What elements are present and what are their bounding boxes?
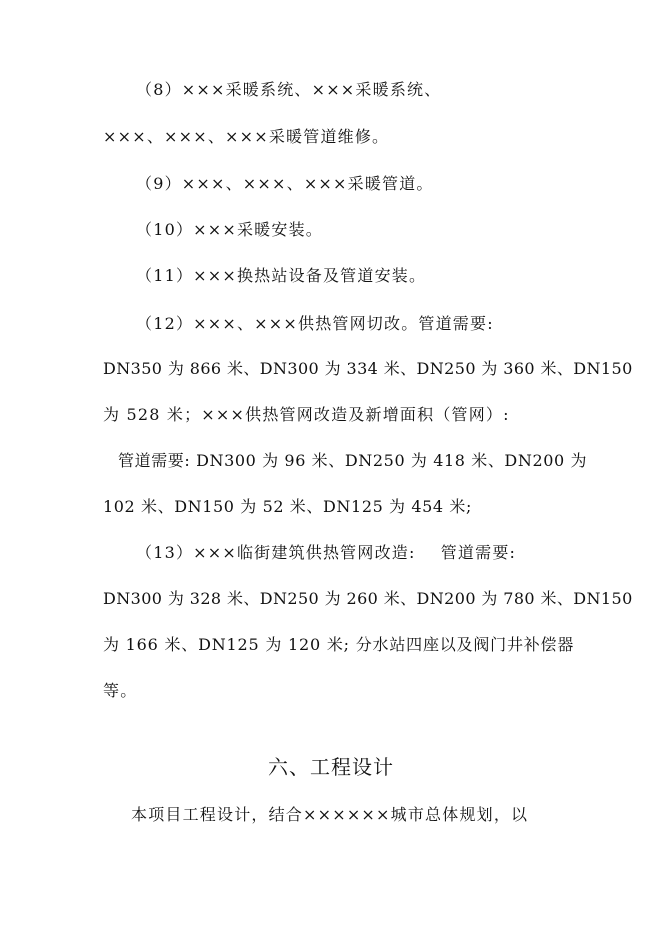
list-item-12-line-2: DN350 为 866 米、DN300 为 334 米、DN250 为 360 米、DN150 xyxy=(103,359,633,378)
list-item-13-line-4: 等。 xyxy=(103,681,138,700)
list-item-11: （11）×××换热站设备及管道安装。 xyxy=(136,266,427,285)
list-item-12-line-4: 管道需要: DN300 为 96 米、DN250 为 418 米、DN200 为 xyxy=(118,451,588,470)
list-item-9: （9）×××、×××、×××采暖管道。 xyxy=(136,174,434,193)
list-item-8-line-2: ×××、×××、×××采暖管道维修。 xyxy=(103,127,390,146)
list-item-13-line-1: （13）×××临街建筑供热管网改造: 管道需要: xyxy=(136,543,517,562)
list-item-13-line-2: DN300 为 328 米、DN250 为 260 米、DN200 为 780 米、DN150 xyxy=(103,589,633,608)
list-item-12-line-3: 为 528 米；×××供热管网改造及新增面积（管网）: xyxy=(103,405,510,424)
list-item-12-line-5: 102 米、DN150 为 52 米、DN125 为 454 米; xyxy=(103,497,472,516)
list-item-12-line-1: （12）×××、×××供热管网切改。管道需要: xyxy=(136,314,494,333)
list-item-8-line-1: （8）×××采暖系统、×××采暖系统、 xyxy=(136,80,442,99)
list-item-10: （10）×××采暖安装。 xyxy=(136,220,323,239)
section-heading: 六、工程设计 xyxy=(268,755,394,779)
list-item-13-line-3: 为 166 米、DN125 为 120 米; 分水站四座以及阀门井补偿器 xyxy=(103,635,575,654)
body-paragraph-line: 本项目工程设计，结合××××××城市总体规划，以 xyxy=(131,805,529,824)
